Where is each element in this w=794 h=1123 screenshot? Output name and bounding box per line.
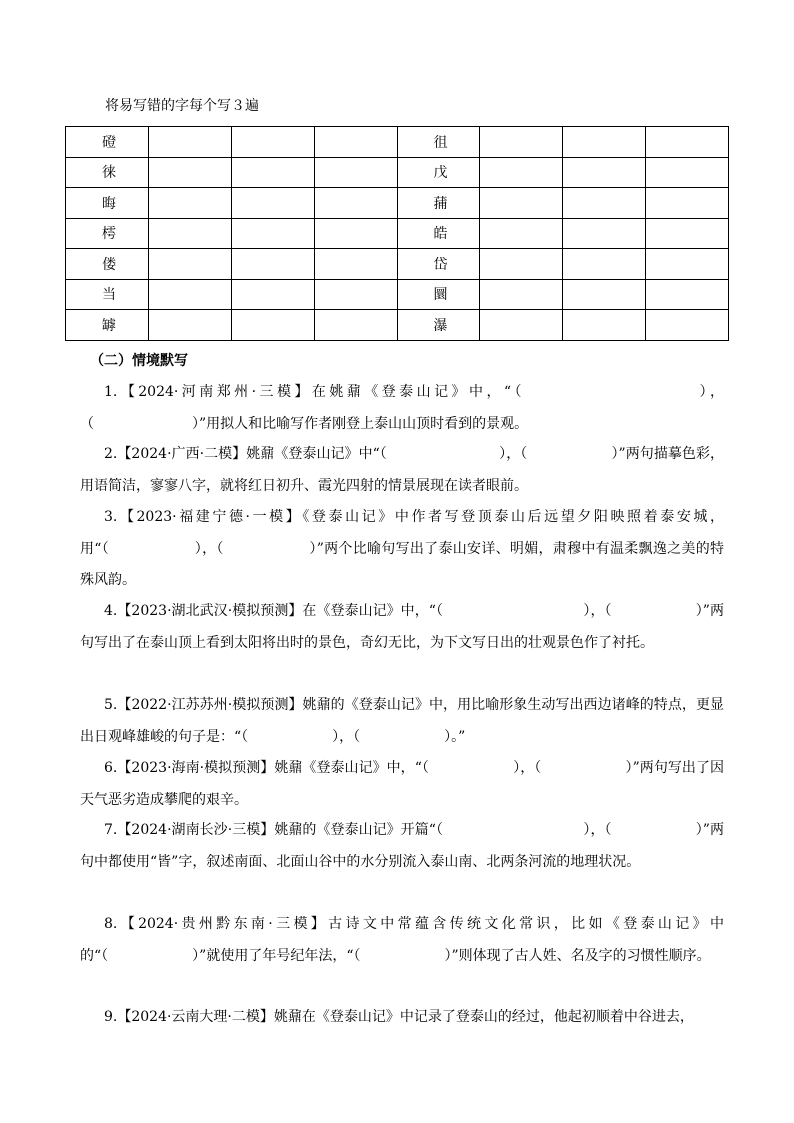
blank-cell[interactable]	[646, 279, 729, 310]
blank-cell[interactable]	[148, 218, 231, 249]
blank-cell[interactable]	[646, 157, 729, 188]
blank-cell[interactable]	[231, 157, 314, 188]
blank-cell[interactable]	[231, 310, 314, 341]
question-4	[80, 596, 724, 659]
blank-cell[interactable]	[231, 249, 314, 280]
blank-cell[interactable]	[646, 188, 729, 219]
blank-cell[interactable]	[563, 249, 646, 280]
blank-cell[interactable]	[314, 249, 397, 280]
char-cell: 皓	[397, 218, 480, 249]
blank-cell[interactable]	[480, 279, 563, 310]
blank-cell[interactable]	[148, 310, 231, 341]
question-text: 9.【2024·云南大理·二模】姚鼐在《登泰山记》中记录了登泰山的经过，他起初顺着中谷进去，	[104, 1009, 694, 1025]
table-row	[66, 279, 729, 310]
blank-cell[interactable]	[480, 188, 563, 219]
char-cell: 偻	[66, 249, 149, 280]
char-cell: 晦	[66, 188, 149, 219]
char-cell: 樗	[66, 218, 149, 249]
char-cell: 徕	[66, 157, 149, 188]
question-8	[80, 909, 724, 972]
blank-cell[interactable]	[314, 127, 397, 158]
blank-cell[interactable]	[563, 157, 646, 188]
blank-cell[interactable]	[480, 249, 563, 280]
blank-cell[interactable]	[314, 188, 397, 219]
char-cell: 当	[66, 279, 149, 310]
practice-table	[65, 126, 729, 341]
question-5	[80, 690, 724, 753]
question-3	[80, 502, 724, 597]
table-row	[66, 310, 729, 341]
blank-cell[interactable]	[480, 157, 563, 188]
blank-cell[interactable]	[148, 127, 231, 158]
char-cell: 瀑	[397, 310, 480, 341]
blank-cell[interactable]	[148, 157, 231, 188]
table-row	[66, 218, 729, 249]
blank-cell[interactable]	[314, 157, 397, 188]
question-6	[80, 753, 724, 816]
char-cell: 戊	[397, 157, 480, 188]
blank-cell[interactable]	[563, 279, 646, 310]
blank-cell[interactable]	[314, 279, 397, 310]
question-9	[80, 1002, 724, 1034]
question-text: 7.【2024·湖南长沙·三模】姚鼐的《登泰山记》开篇“（ ），（ ）”两句中都使用“皆”字，叙述南面、北面山谷中的水分别流入泰山南、北两条河流的地理状况。	[80, 822, 724, 870]
blank-cell[interactable]	[563, 127, 646, 158]
question-7	[80, 815, 724, 878]
char-cell: 岱	[397, 249, 480, 280]
blank-cell[interactable]	[148, 188, 231, 219]
blank-cell[interactable]	[231, 279, 314, 310]
char-cell: 蒱	[397, 188, 480, 219]
blank-cell[interactable]	[563, 188, 646, 219]
char-cell: 圜	[397, 279, 480, 310]
blank-cell[interactable]	[563, 218, 646, 249]
blank-cell[interactable]	[148, 249, 231, 280]
table-row	[66, 157, 729, 188]
blank-cell[interactable]	[646, 127, 729, 158]
blank-cell[interactable]	[231, 188, 314, 219]
blank-cell[interactable]	[314, 218, 397, 249]
char-cell: 磴	[66, 127, 149, 158]
table-row	[66, 249, 729, 280]
table-row	[66, 127, 729, 158]
blank-cell[interactable]	[148, 279, 231, 310]
table-row	[66, 188, 729, 219]
blank-cell[interactable]	[231, 127, 314, 158]
question-text: 1.【2024·河南郑州·三模】在姚鼐《登泰山记》中，“（ ），（ ）”用拟人和比喻写作者刚登上泰山山顶时看到的景观。	[80, 384, 724, 432]
question-text: 8.【2024·贵州黔东南·三模】古诗文中常蕴含传统文化常识，比如《登泰山记》中的“（ ）”就使用了年号纪年法，“（ ）”则体现了古人姓、名及字的习惯性顺序。	[80, 916, 724, 964]
question-text: 3.【2023·福建宁德·一模】《登泰山记》中作者写登顶泰山后远望夕阳映照着泰安城，用“（ ），（ ）”两个比喻句写出了泰山安详、明媚，肃穆中有温柔飘逸之美的特殊风韵。	[80, 509, 724, 588]
blank-cell[interactable]	[646, 218, 729, 249]
blank-cell[interactable]	[480, 218, 563, 249]
blank-cell[interactable]	[563, 310, 646, 341]
blank-cell[interactable]	[480, 127, 563, 158]
blank-cell[interactable]	[231, 218, 314, 249]
question-text: 5.【2022·江苏苏州·模拟预测】姚鼐的《登泰山记》中，用比喻形象生动写出西边诸峰的特点，更显出日观峰雄峻的句子是：“（ ），（ ）。”	[80, 697, 724, 745]
char-cell: 罅	[66, 310, 149, 341]
char-cell: 徂	[397, 127, 480, 158]
blank-cell[interactable]	[646, 249, 729, 280]
question-text: 6.【2023·海南·模拟预测】姚鼐《登泰山记》中，“（ ），（ ）”两句写出了因天气恶劣造成攀爬的艰辛。	[80, 760, 724, 808]
blank-cell[interactable]	[480, 310, 563, 341]
section-title: （二）情境默写	[90, 353, 188, 369]
question-2	[80, 439, 724, 502]
blank-cell[interactable]	[314, 310, 397, 341]
question-text: 4.【2023·湖北武汉·模拟预测】在《登泰山记》中，“（ ），（ ）”两句写出了在泰山顶上看到太阳将出时的景色，奇幻无比，为下文写日出的壮观景色作了衬托。	[80, 603, 724, 651]
question-text: 2.【2024·广西·二模】姚鼐《登泰山记》中“（ ），（ ）”两句描摹色彩，用语简洁，寥寥八字，就将红日初升、霞光四射的情景展现在读者眼前。	[80, 446, 724, 494]
blank-cell[interactable]	[646, 310, 729, 341]
question-1	[80, 377, 724, 440]
instruction-text: 将易写错的字每个写３遍	[105, 98, 259, 114]
